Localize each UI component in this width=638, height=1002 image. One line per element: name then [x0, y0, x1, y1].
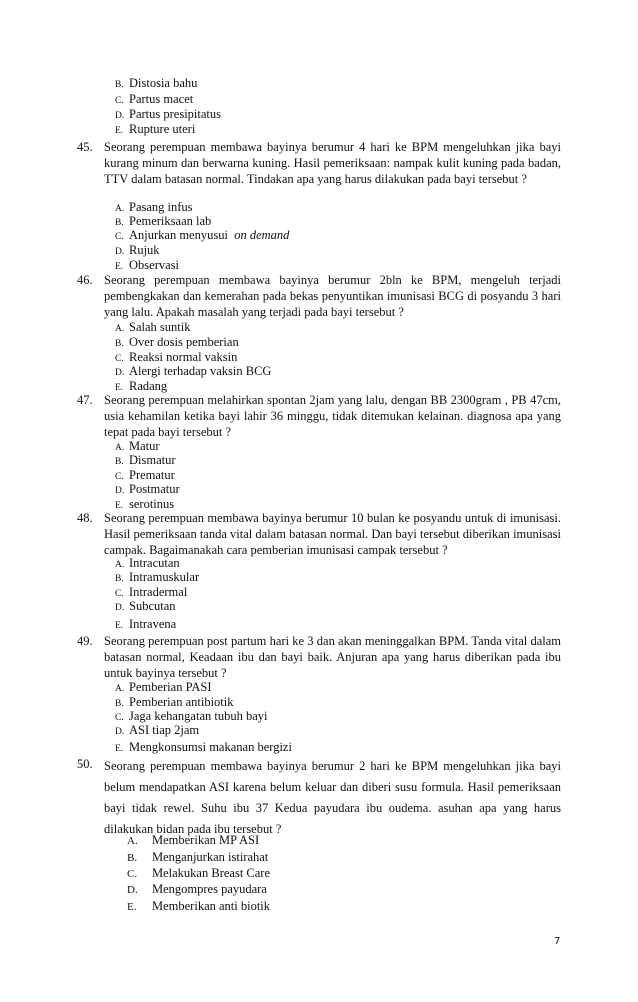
option-text: Observasi [129, 258, 179, 272]
question-50 [77, 756, 561, 840]
option-text: Dismatur [129, 453, 176, 467]
option-text: Salah suntik [129, 320, 191, 334]
question-49 [77, 633, 561, 681]
option-text: Jaga kehangatan tubuh bayi [129, 709, 268, 723]
option-letter: E. [115, 621, 124, 631]
option-letter: C. [115, 472, 124, 482]
option-text: Over dosis pemberian [129, 335, 239, 349]
option-letter: B. [115, 80, 124, 90]
option-text: Matur [129, 439, 160, 453]
option-text: Pemeriksaan lab [129, 214, 212, 228]
option-letter: E. [115, 126, 124, 136]
question-47 [77, 392, 561, 440]
option-emphasis: on demand [234, 228, 290, 242]
q44-option-b [115, 76, 197, 93]
option-text: Distosia bahu [129, 76, 198, 90]
option-letter: C. [115, 713, 124, 723]
question-text: Seorang perempuan membawa bayinya berumur 2 hari ke BPM mengeluhkan jika bayi belum mendapatkan ASI karena belum keluar dan diberi susu formula. Hasil pemeriksaan bayi tidak rewel. Suhu ibu 37 Kedua payudara ibu oudema. asuhan apa yang harus dilakukan bidan pada ibu tersebut ? [104, 759, 561, 836]
question-number: 45. [77, 140, 93, 154]
question-text: Seorang perempuan membawa bayinya berumur 4 hari ke BPM mengeluhkan jika bayi kurang minum dan berwarna kuning. Hasil pemeriksaan: nampak kulit kuning pada badan, TTV dalam batasan normal. Tindakan apa yang harus dilakukan pada bayi tersebut ? [104, 140, 561, 186]
question-46 [77, 272, 561, 320]
option-text: Memberikan anti biotik [152, 899, 271, 913]
q50-option-a [127, 833, 259, 849]
option-letter: B. [115, 699, 124, 709]
option-text: Reaksi normal vaksin [129, 350, 238, 364]
option-text: Intramuskular [129, 570, 200, 584]
q48-option-d [115, 599, 176, 616]
option-text: Prematur [129, 468, 175, 482]
option-text: Alergi terhadap vaksin BCG [129, 364, 272, 378]
option-text: Postmatur [129, 482, 180, 496]
option-letter: C. [115, 354, 124, 364]
q50-option-d [127, 882, 267, 898]
option-letter: E. [115, 262, 124, 272]
option-letter: A. [115, 560, 125, 570]
option-text: Mengkonsumsi makanan bergizi [129, 740, 292, 754]
option-letter: D. [115, 111, 125, 121]
option-letter: A. [115, 443, 125, 453]
option-text: serotinus [129, 497, 175, 511]
option-text: Partus macet [129, 92, 194, 106]
option-letter: A. [115, 324, 125, 334]
question-text: Seorang perempuan melahirkan spontan 2jam yang lalu, dengan BB 2300gram , PB 47cm, usia kehamilan ketika bayi lahir 36 minggu, tidak ditemukan kelainan. diagnosa apa yang tepat pada bayi tersebut ? [104, 393, 561, 439]
option-letter: A. [115, 204, 125, 214]
option-text: Subcutan [129, 599, 176, 613]
option-text: Rupture uteri [129, 122, 196, 136]
option-text: Anjurkan menyusui [129, 228, 228, 242]
question-48 [77, 510, 561, 558]
question-number: 47. [77, 393, 93, 407]
question-number: 50. [77, 757, 93, 771]
q44-option-e [115, 122, 195, 139]
q49-option-d [115, 723, 199, 740]
option-letter: D. [115, 603, 125, 613]
option-text: Pemberian PASI [129, 680, 212, 694]
option-letter: B. [115, 339, 124, 349]
option-letter: E. [115, 501, 124, 511]
option-text: Memberikan MP ASI [152, 833, 260, 847]
option-text: Intradermal [129, 585, 188, 599]
option-letter: C. [127, 868, 138, 880]
option-letter: A. [127, 835, 138, 847]
option-letter: B. [127, 852, 138, 864]
question-number: 46. [77, 273, 93, 287]
option-letter: E. [127, 901, 137, 913]
option-letter: E. [115, 383, 124, 393]
option-letter: E. [115, 744, 124, 754]
q50-option-e [127, 899, 270, 915]
q50-option-c [127, 866, 270, 882]
option-text: Radang [129, 379, 168, 393]
option-letter: C. [115, 589, 124, 599]
question-text: Seorang perempuan post partum hari ke 3 dan akan meninggalkan BPM. Tanda vital dalam batasan normal, Keadaan ibu dan bayi baik. Anjuran apa yang harus diberikan pada ibu untuk bayinya tersebut ? [104, 634, 561, 680]
question-number: 48. [77, 511, 93, 525]
question-number: 49. [77, 634, 93, 648]
question-45 [77, 139, 561, 187]
option-text: Intravena [129, 617, 177, 631]
option-text: Pasang infus [129, 200, 193, 214]
q49-option-e [115, 740, 292, 757]
question-text: Seorang perempuan membawa bayinya berumur 10 bulan ke posyandu untuk di imunisasi. Hasil pemeriksaan tanda vital dalam batasan normal. Dan bayi tersebut diberikan imunisasi campak. Bagaimanakah cara pemberian imunisasi campak tersebut ? [104, 511, 561, 557]
option-letter: D. [127, 884, 138, 896]
option-letter: B. [115, 457, 124, 467]
option-text: Mengompres payudara [152, 882, 267, 896]
option-text: Melakukan Breast Care [152, 866, 271, 880]
page-number: 7 [554, 936, 561, 947]
option-letter: D. [115, 247, 125, 257]
q50-option-b [127, 850, 268, 866]
option-text: Menganjurkan istirahat [152, 850, 269, 864]
option-text: Rujuk [129, 243, 160, 257]
option-letter: A. [115, 684, 125, 694]
option-text: Intracutan [129, 556, 180, 570]
option-text: Partus presipitatus [129, 107, 222, 121]
q48-option-e [115, 617, 176, 634]
option-letter: D. [115, 727, 125, 737]
option-letter: B. [115, 574, 124, 584]
option-letter: B. [115, 218, 124, 228]
question-text: Seorang perempuan membawa bayinya berumur 2bln ke BPM, mengeluh terjadi pembengkakan dan kemerahan pada bekas penyuntikan imunisasi BCG di posyandu 3 hari yang lalu. Apakah masalah yang terjadi pada bayi tersebut ? [104, 273, 561, 319]
option-letter: D. [115, 486, 125, 496]
option-text: ASI tiap 2jam [129, 723, 200, 737]
option-text: Pemberian antibiotik [129, 695, 234, 709]
option-letter: C. [115, 232, 124, 242]
option-letter: C. [115, 96, 124, 106]
option-letter: D. [115, 368, 125, 378]
